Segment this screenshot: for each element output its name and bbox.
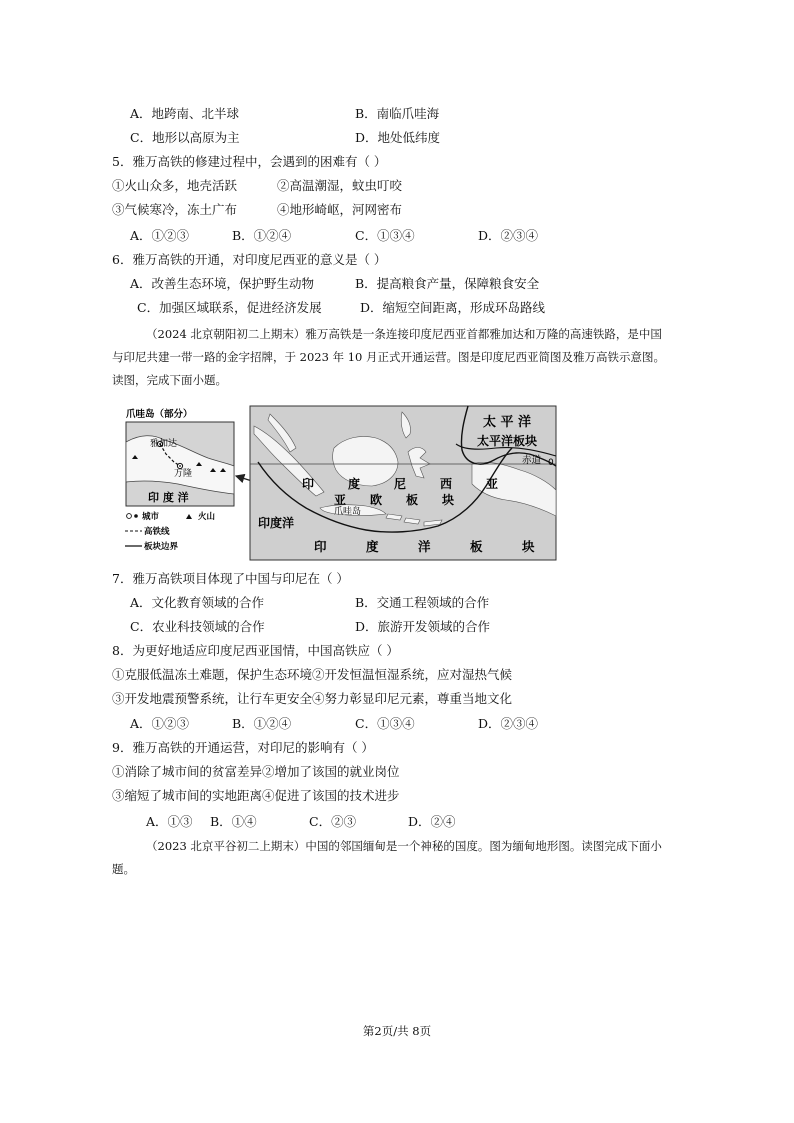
label-indian-ocean: 印度洋	[258, 516, 295, 530]
q9-stem: 9．雅万高铁的开通运营，对印尼的影响有（ ）	[112, 740, 374, 755]
intro1-line2: 与印尼共建一带一路的金字招牌，于 2023 年 10 月正式开通运营。图是印度尼西亚简图及雅万高铁示意图。	[112, 350, 666, 364]
label-indian-plate-char: 度	[366, 539, 379, 554]
intro1-line3: 读图，完成下面小题。	[112, 373, 227, 387]
q5-statement-4: ④地形崎岖，河网密布	[277, 202, 403, 217]
label-eurasian-plate-char: 亚	[334, 493, 347, 507]
label-equator-value: 0	[548, 458, 554, 468]
label-indian-plate-char: 块	[522, 539, 535, 554]
q7-option-c: C．农业科技领域的合作	[130, 619, 265, 634]
q9-option-d: D．②④	[408, 814, 456, 829]
legend-rail-label: 高铁线	[144, 527, 170, 537]
q4-option-c: C．地形以高原为主	[130, 130, 240, 145]
q5-option-b: B．①②④	[232, 228, 292, 243]
label-eurasian-plate-char: 板	[406, 493, 419, 507]
intro2-line1: （2023 北京平谷初二上期末）中国的邻国缅甸是一个神秘的国度。图为缅甸地形图。读图完成下面小	[146, 839, 662, 853]
q6-option-a: A．改善生态环境，保护野生动物	[130, 276, 315, 291]
label-bandung: 万隆	[174, 469, 193, 479]
label-jakarta: 雅加达	[150, 439, 178, 449]
q9-option-c: C．②③	[309, 814, 357, 829]
label-indonesia-char: 度	[348, 477, 361, 491]
intro1-line1: （2024 北京朝阳初二上期末）雅万高铁是一条连接印度尼西亚首都雅加达和万隆的高速铁路，是中国	[146, 327, 662, 341]
q8-statements-3-4: ③开发地震预警系统，让行车更安全④努力彰显印尼元素，尊重当地文化	[112, 691, 513, 706]
q7-option-a: A．文化教育领域的合作	[130, 595, 265, 610]
q8-option-c: C．①③④	[355, 716, 415, 731]
q8-stem: 8．为更好地适应印度尼西亚国情，中国高铁应（ ）	[112, 643, 399, 658]
q8-statements-1-2: ①克服低温冻土难题，保护生态环境②开发恒温恒湿系统，应对湿热气候	[112, 667, 513, 682]
q4-option-b: B．南临爪哇海	[355, 106, 440, 121]
main-indonesia-map	[250, 406, 556, 560]
label-indonesia-char: 尼	[394, 477, 407, 491]
q5-statement-3: ③气候寒冷，冻土广布	[112, 202, 238, 217]
q5-stem: 5．雅万高铁的修建过程中，会遇到的困难有（ ）	[112, 154, 387, 169]
label-indian-plate-char: 印	[314, 539, 327, 554]
label-indonesia-char: 亚	[486, 477, 499, 491]
q7-option-d: D．旅游开发领域的合作	[355, 619, 491, 634]
q9-statements-1-2: ①消除了城市间的贫富差异②增加了该国的就业岗位	[112, 764, 400, 779]
q8-option-a: A．①②③	[130, 716, 190, 731]
legend-volcano-label: 火山	[198, 512, 216, 522]
inset-title: 爪哇岛（部分）	[126, 409, 193, 420]
q5-option-a: A．①②③	[130, 228, 190, 243]
label-indian-plate-char: 洋	[418, 539, 431, 554]
label-eurasian-plate-char: 块	[442, 493, 455, 507]
q9-option-b: B．①④	[210, 814, 257, 829]
java-inset-map	[126, 422, 234, 506]
q5-statement-1: ①火山众多，地壳活跃	[112, 178, 238, 193]
page-footer: 第2页/共 8页	[362, 1024, 432, 1038]
q5-option-c: C．①③④	[355, 228, 415, 243]
q8-option-b: B．①②④	[232, 716, 292, 731]
legend-volcano-icon	[186, 514, 192, 519]
label-inset-ocean: 印 度 洋	[148, 491, 189, 504]
q6-option-d: D．缩短空间距离，形成环岛路线	[360, 300, 546, 315]
q5-statement-2: ②高温潮湿，蚊虫叮咬	[277, 178, 403, 193]
legend-city-label: 城市	[142, 512, 160, 522]
q9-option-a: A．①③	[146, 814, 193, 829]
q8-option-d: D．②③④	[478, 716, 539, 731]
label-indian-plate-char: 板	[470, 539, 483, 554]
q4-option-d: D．地处低纬度	[355, 130, 441, 145]
label-pacific-plate: 太平洋板块	[477, 434, 538, 448]
q5-option-d: D．②③④	[478, 228, 539, 243]
label-indonesia-char: 西	[440, 477, 453, 491]
q4-option-a: A．地跨南、北半球	[130, 106, 240, 121]
label-java-island: 爪哇岛	[334, 507, 362, 517]
label-pacific-ocean: 太 平 洋	[483, 415, 532, 430]
q7-stem: 7．雅万高铁项目体现了中国与印尼在（ ）	[112, 571, 349, 586]
q6-option-b: B．提高粮食产量，保障粮食安全	[355, 276, 540, 291]
q7-option-b: B．交通工程领域的合作	[355, 595, 490, 610]
intro2-line2: 题。	[112, 862, 135, 876]
q9-statements-3-4: ③缩短了城市间的实地距离④促进了该国的技术进步	[112, 788, 400, 803]
q6-option-c: C．加强区域联系，促进经济发展	[137, 300, 322, 315]
indonesia-map-figure	[120, 404, 560, 562]
label-indonesia-char: 印	[302, 477, 315, 491]
map-legend	[125, 511, 216, 552]
label-eurasian-plate-char: 欧	[370, 493, 383, 507]
label-equator: 赤道	[522, 455, 542, 466]
legend-boundary-label: 板块边界	[144, 542, 179, 552]
q6-stem: 6．雅万高铁的开通，对印度尼西亚的意义是（ ）	[112, 252, 387, 267]
